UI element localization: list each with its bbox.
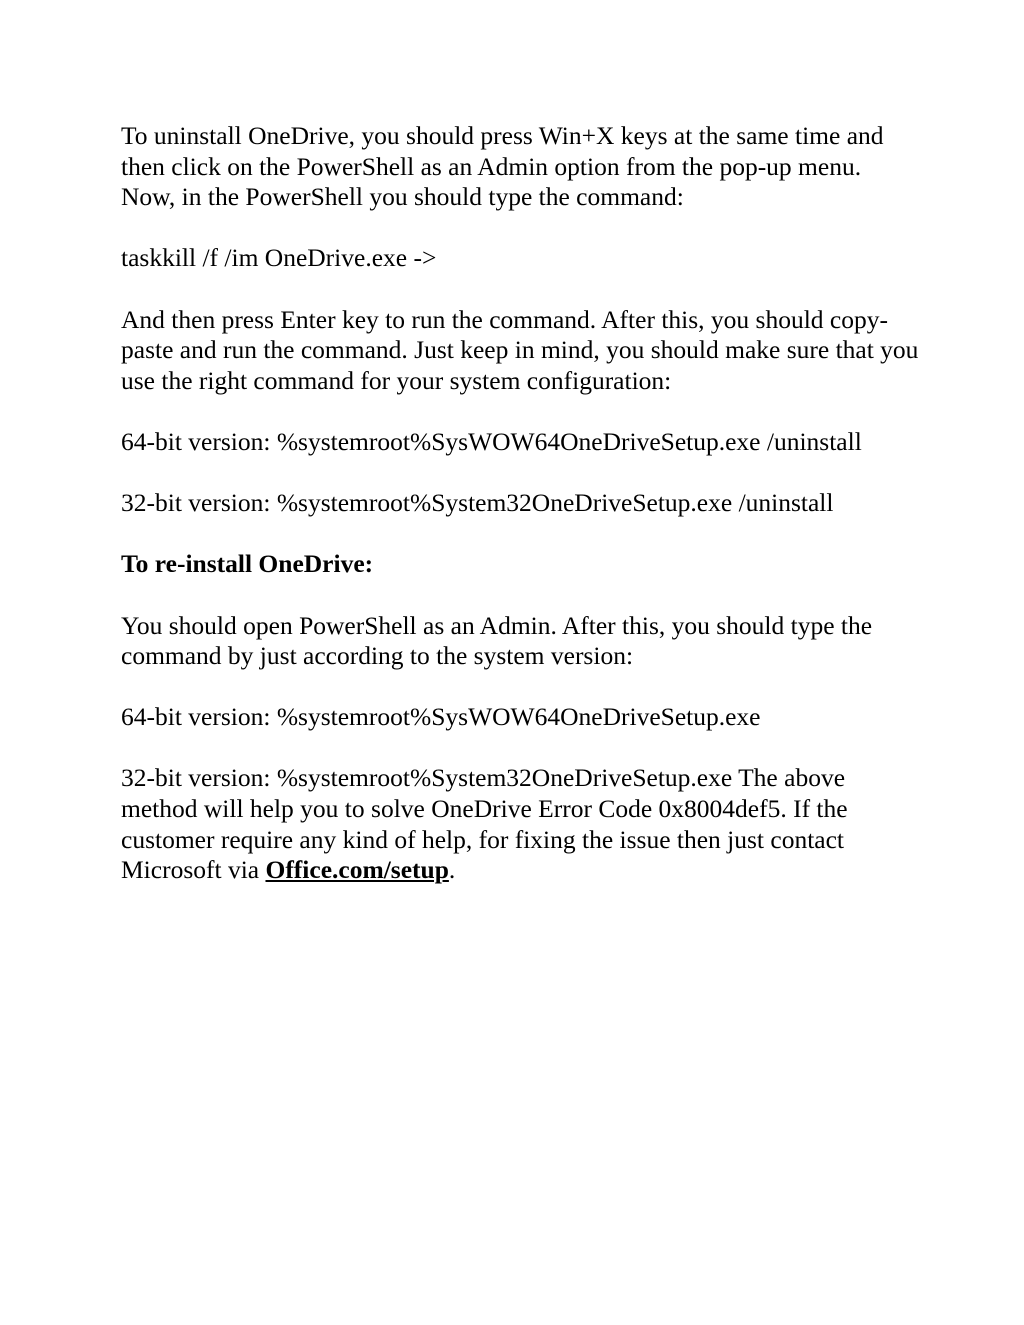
- taskkill-command: taskkill /f /im OneDrive.exe ->: [121, 243, 437, 273]
- closing-paragraph: [121, 763, 921, 885]
- intro-paragraph: To uninstall OneDrive, you should press Win+X keys at the same time and then click on the PowerShell as an Admin option from the pop-up menu. Now, in the PowerShell you should type the command:: [121, 121, 884, 212]
- install-64bit-command: 64-bit version: %systemroot%SysWOW64OneDriveSetup.exe: [121, 702, 761, 732]
- office-setup-link[interactable]: Office.com/setup: [265, 855, 449, 885]
- closing-paragraph-text: 32-bit version: %systemroot%System32OneDriveSetup.exe The above method will help you to solve OneDrive Error Code 0x8004def5. If the customer require any kind of help, for fixing the issue then just contact Microsoft via: [121, 763, 848, 885]
- document-page: [121, 121, 921, 916]
- reinstall-heading: To re-install OneDrive:: [121, 549, 374, 579]
- instructions-paragraph: And then press Enter key to run the command. After this, you should copy-paste and run the command. Just keep in mind, you should make sure that you use the right command for your system configuration:: [121, 304, 919, 395]
- reinstall-paragraph: You should open PowerShell as an Admin. After this, you should type the command by just according to the system version:: [121, 610, 873, 671]
- closing-period: .: [448, 855, 456, 885]
- uninstall-64bit-command: 64-bit version: %systemroot%SysWOW64OneDriveSetup.exe /uninstall: [121, 426, 862, 456]
- uninstall-32bit-command: 32-bit version: %systemroot%System32OneDriveSetup.exe /uninstall: [121, 488, 834, 518]
